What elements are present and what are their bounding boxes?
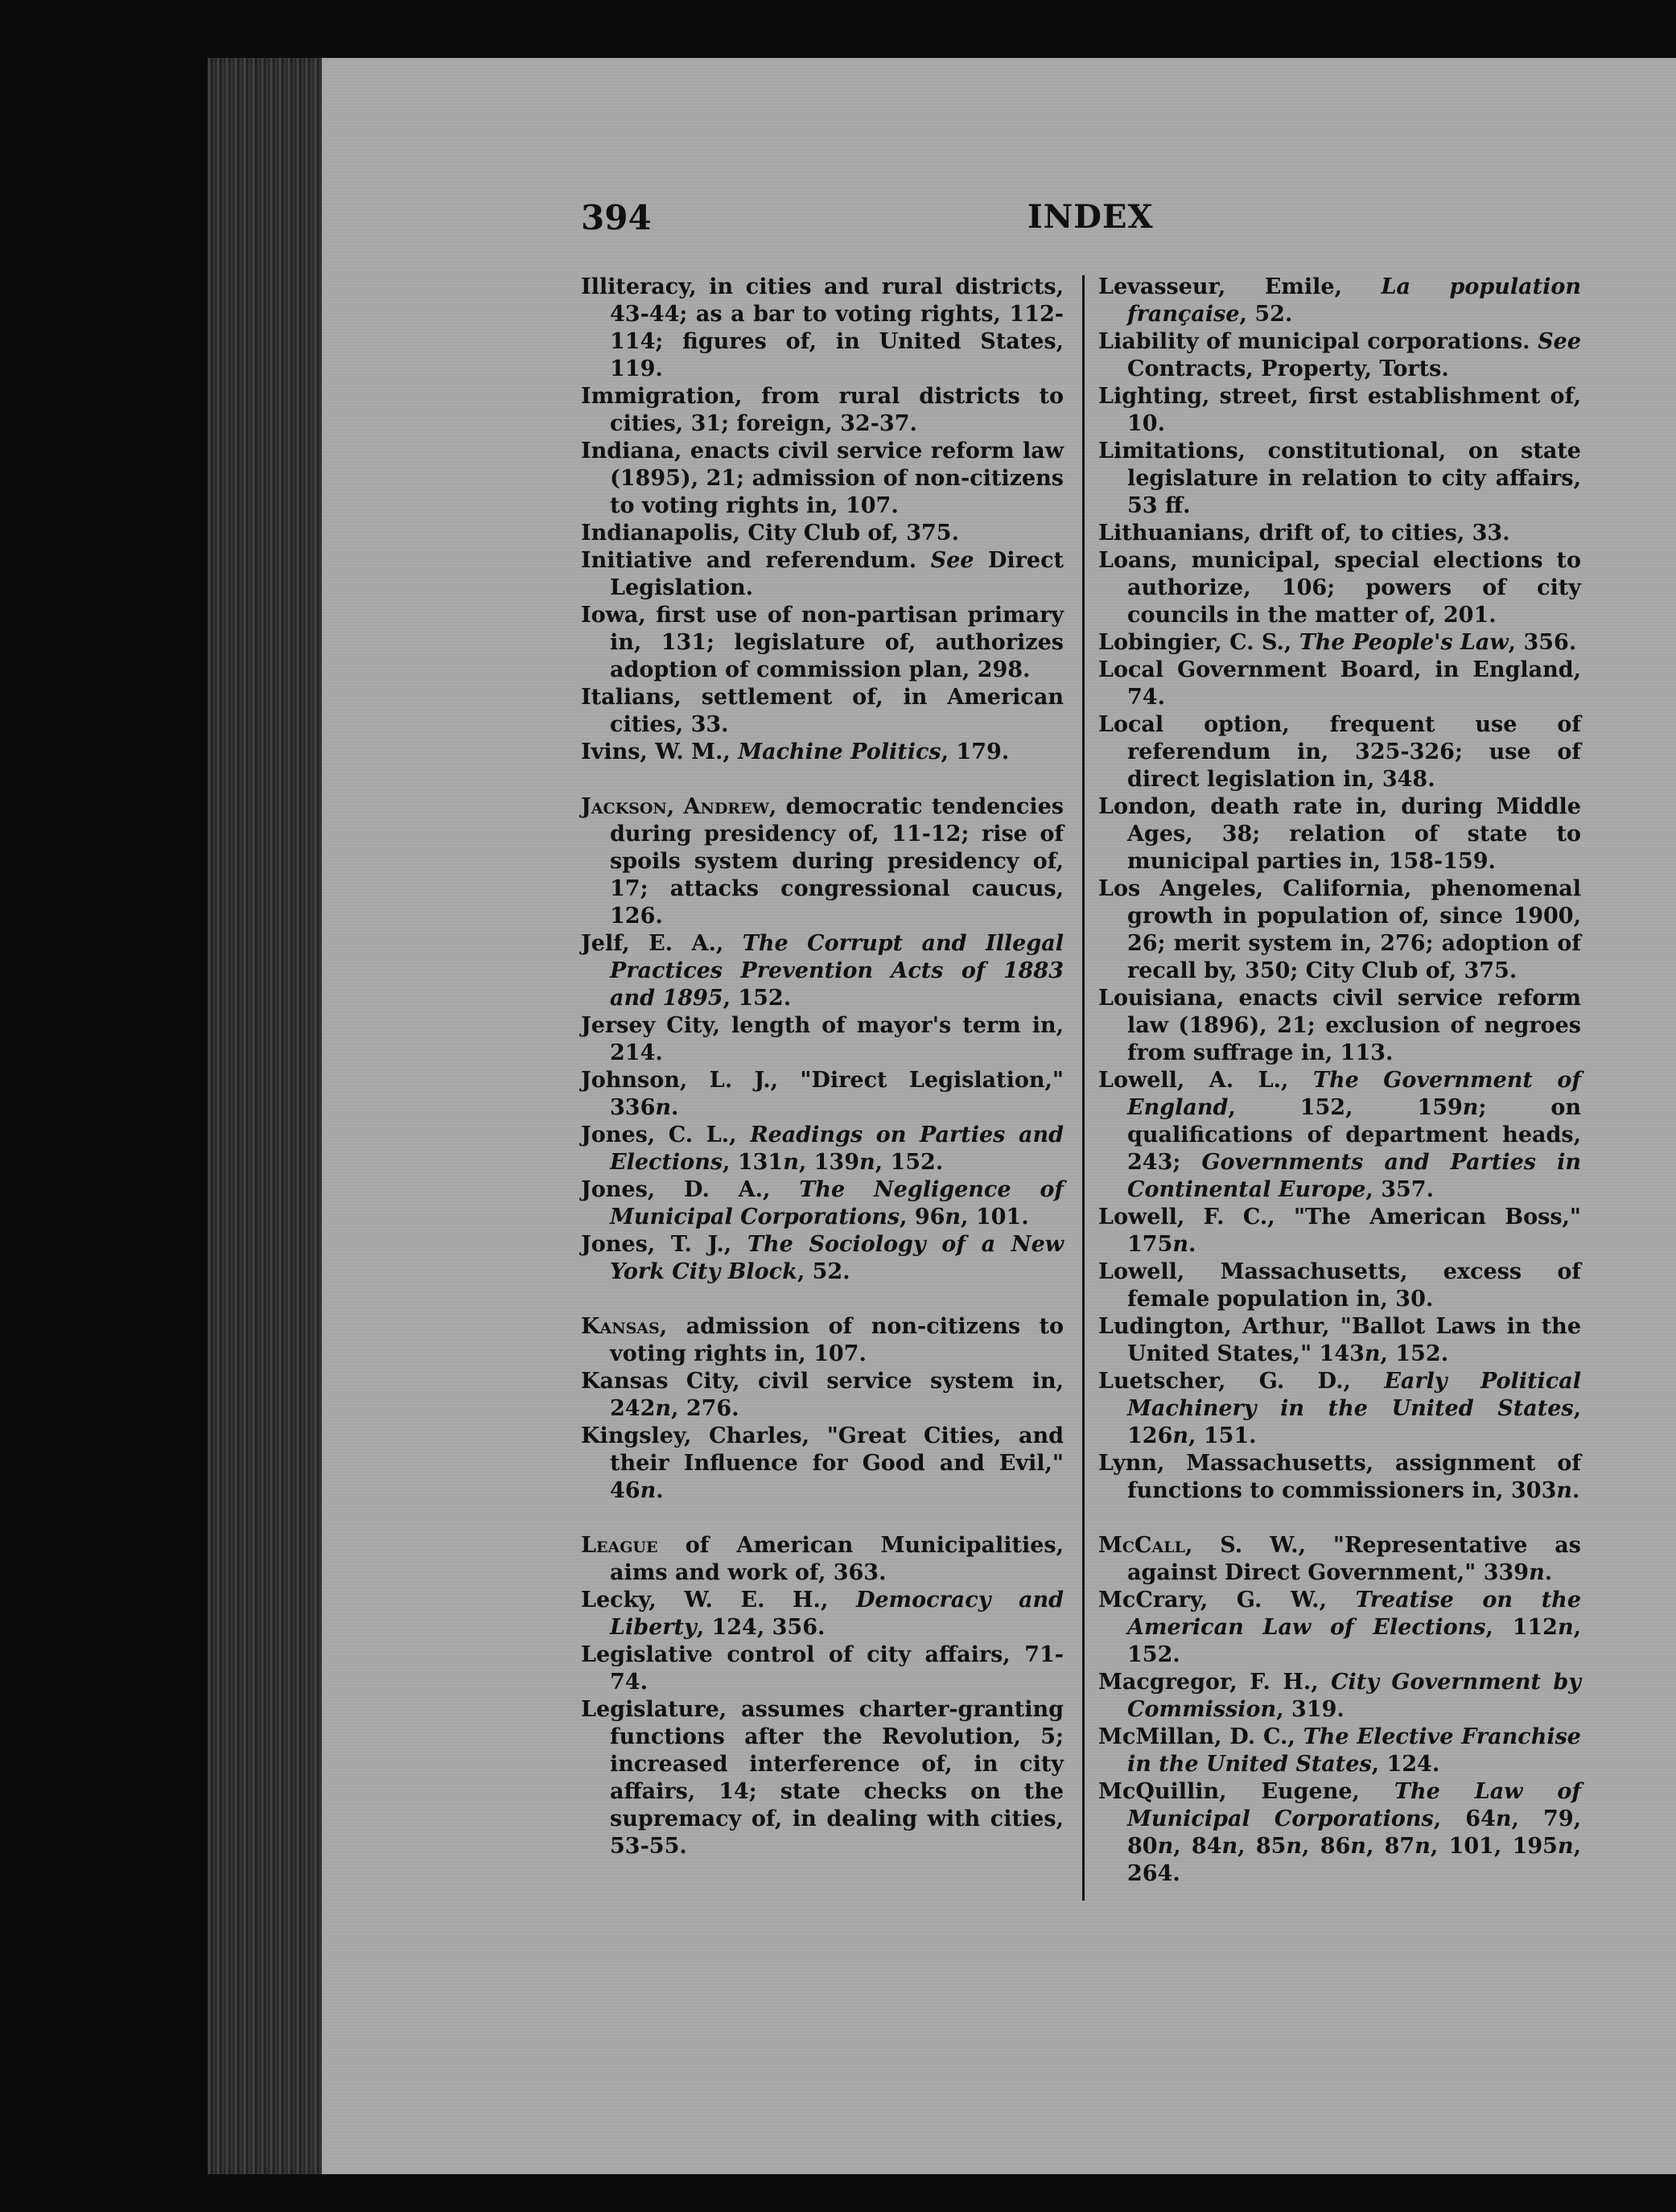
index-entry-text: , 131 xyxy=(723,1150,784,1175)
index-entry-text: , 151. xyxy=(1188,1423,1257,1448)
index-entry xyxy=(1098,438,1581,520)
index-entry xyxy=(581,274,1064,383)
index-entry-text: ; on qualifications of department heads, 243; xyxy=(1127,1095,1581,1175)
index-entry xyxy=(1098,629,1581,657)
index-entry-text: Kansas xyxy=(581,1314,660,1339)
index-entry-text: Ludington, Arthur, "Ballot Laws in the United States," 143 xyxy=(1098,1314,1581,1366)
index-entry-text: Kingsley, Charles, "Great Cities, and their Influence for Good and Evil," 46 xyxy=(581,1423,1064,1503)
index-entry-text: Readings on Parties and Elections xyxy=(610,1122,1064,1175)
index-entry-text: , 84 xyxy=(1173,1834,1222,1859)
index-entry xyxy=(1098,1724,1581,1778)
index-entry-text: Legislative control of city affairs, 71-74. xyxy=(581,1642,1064,1695)
index-entry xyxy=(581,1122,1064,1176)
index-entry-text: The Government of England xyxy=(1127,1068,1581,1120)
index-entry-text: Immigration, from rural districts to cities, 31; foreign, 32-37. xyxy=(581,384,1064,436)
index-entry xyxy=(1098,1067,1581,1204)
page-header xyxy=(581,198,1579,238)
running-head: INDEX xyxy=(1027,198,1154,236)
index-entry xyxy=(581,1313,1064,1368)
index-entry-text: n xyxy=(655,1396,672,1421)
index-entry-text: , 152, 159 xyxy=(1228,1095,1463,1120)
index-entry-text: See xyxy=(1538,329,1581,354)
index-entry xyxy=(581,1231,1064,1286)
index-entry-text: . xyxy=(671,1095,679,1120)
index-entry-text: The Elective Franchise in the United States xyxy=(1127,1724,1581,1777)
index-entry xyxy=(1098,383,1581,438)
index-entry xyxy=(1098,520,1581,547)
index-entry-text: Iowa, first use of non-partisan primary in, 131; legislature of, authorizes adoption of commission plan, 298. xyxy=(581,603,1064,682)
index-entry xyxy=(1098,657,1581,711)
index-entry-text: n xyxy=(1495,1806,1512,1831)
index-entry-text: Initiative and referendum. xyxy=(581,548,931,573)
book-spine xyxy=(208,58,328,2174)
index-entry-text: n xyxy=(1415,1834,1431,1859)
index-entry-text: Limitations, constitutional, on state legislature in relation to city affairs, 53 ff. xyxy=(1098,439,1581,518)
index-entry-text: Italians, settlement of, in American cities, 33. xyxy=(581,685,1064,737)
index-entry xyxy=(581,602,1064,684)
index-entry-text: , 357. xyxy=(1365,1177,1434,1202)
index-entry-text: London, death rate in, during Middle Ages, 38; relation of state to municipal parties in, 158-159. xyxy=(1098,794,1581,874)
index-entry-text: , 79, 80 xyxy=(1127,1806,1582,1859)
index-entry-text: n xyxy=(1557,1834,1574,1859)
index-entry-text: Los Angeles, California, phenomenal growth in population of, since 1900, 26; merit system in, 276; adoption of recall by, 350; City Club of, 375. xyxy=(1098,876,1581,983)
index-entry-text: , 356. xyxy=(1508,630,1577,655)
index-entry-text: McCall xyxy=(1098,1533,1185,1558)
index-entry xyxy=(581,1012,1064,1067)
index-entry-text: , 101. xyxy=(961,1205,1029,1230)
index-entry-text: . xyxy=(1572,1478,1580,1503)
index-entry-text: Lighting, street, first establishment of, 10. xyxy=(1098,384,1581,436)
index-entry-text: Lowell, Massachusetts, excess of female population in, 30. xyxy=(1098,1259,1581,1312)
index-entry-text: , 86 xyxy=(1302,1834,1351,1859)
index-entry-text: n xyxy=(640,1478,657,1503)
index-entry xyxy=(581,739,1064,766)
index-entry xyxy=(1098,1204,1581,1258)
index-entry-text: La population française xyxy=(1127,274,1581,327)
index-entry xyxy=(1098,274,1581,328)
index-entry-text: Illiteracy, in cities and rural districts, 43-44; as a bar to voting rights, 112-114; figures of, in United States, 119. xyxy=(581,274,1064,381)
index-entry-text: , 152. xyxy=(875,1150,944,1175)
index-entry xyxy=(581,793,1064,930)
index-entry-text: n xyxy=(1529,1560,1545,1585)
index-entry xyxy=(1098,1450,1581,1505)
index-entry-text: of American Municipalities, aims and work of, 363. xyxy=(610,1533,1064,1585)
index-entry-text: The Sociology of a New York City Block xyxy=(610,1232,1064,1284)
index-entry-text: McMillan, D. C., xyxy=(1098,1724,1303,1749)
index-entry-text: , 276. xyxy=(671,1396,739,1421)
index-entry-text: n xyxy=(1157,1834,1174,1859)
index-entry xyxy=(581,383,1064,438)
index-entry-text: Ivins, W. M., xyxy=(581,739,739,764)
index-entry-text: , 96 xyxy=(900,1205,945,1230)
index-entry xyxy=(581,1067,1064,1122)
index-entry xyxy=(1098,1778,1581,1888)
index-entry-text: McQuillin, Eugene, xyxy=(1098,1779,1394,1804)
index-entry-text: n xyxy=(1172,1232,1189,1257)
index-entry xyxy=(581,438,1064,520)
index-entry xyxy=(581,1176,1064,1231)
index-entry-text: Jackson, Andrew xyxy=(581,794,769,819)
index-entry-text: McCrary, G. W., xyxy=(1098,1588,1356,1613)
index-entry-text: , 152. xyxy=(1127,1615,1581,1667)
index-entry xyxy=(1098,1368,1581,1450)
index-entry-text: Indiana, enacts civil service reform law (1895), 21; admission of non-citizens to voting rights in, 107. xyxy=(581,439,1064,518)
index-entry-text: Governments and Parties in Continental Europe xyxy=(1127,1150,1581,1202)
index-entry-text: . xyxy=(656,1478,664,1503)
index-entry-text: The People's Law xyxy=(1299,630,1509,655)
index-entry-text: , 152. xyxy=(1380,1341,1449,1366)
index-entry-text: Early Political Machinery in the United States xyxy=(1127,1369,1581,1421)
index-entry-text: Jones, T. J., xyxy=(581,1232,747,1257)
index-entry-text: , 264. xyxy=(1127,1834,1581,1886)
index-entry-text: , 64 xyxy=(1433,1806,1496,1831)
index-entry-text: n xyxy=(1221,1834,1238,1859)
index-entry-text: Local Government Board, in England, 74. xyxy=(1098,657,1581,710)
index-entry-text: Treatise on the American Law of Elections xyxy=(1127,1588,1581,1640)
index-entry-text: , 152. xyxy=(723,986,792,1011)
index-entry xyxy=(581,684,1064,739)
index-entry-text: See xyxy=(930,548,974,573)
index-entry-text: Jones, D. A., xyxy=(581,1177,800,1202)
index-entry xyxy=(581,520,1064,547)
index-entry-text: Macgregor, F. H., xyxy=(1098,1670,1332,1695)
index-entry-text: Democracy and Liberty xyxy=(610,1588,1064,1640)
index-entry-text: , 319. xyxy=(1276,1697,1345,1722)
index-entry xyxy=(581,1696,1064,1860)
index-entry-text: Loans, municipal, special elections to authorize, 106; powers of city councils in the matter of, 201. xyxy=(1098,548,1581,628)
index-column-right xyxy=(1098,274,1581,1888)
index-entry-text: , 112 xyxy=(1485,1615,1558,1640)
index-entry xyxy=(1098,1313,1581,1368)
index-entry xyxy=(1098,1669,1581,1724)
index-entry-text: , 52. xyxy=(1239,302,1293,327)
index-entry-text: Legislature, assumes charter-granting functions after the Revolution, 5; increased interference of, in city affairs, 14; state checks on the supremacy of, in dealing with cities, 53-55. xyxy=(581,1697,1064,1859)
index-entry xyxy=(581,1368,1064,1423)
index-entry-text: , S. W., "Representative as against Direct Government," 339 xyxy=(1127,1533,1581,1585)
index-entry-text: Jones, C. L., xyxy=(581,1122,751,1147)
index-entry xyxy=(581,1641,1064,1696)
index-entry-text: City Government by Commission xyxy=(1127,1670,1581,1722)
index-entry-text: Jelf, E. A., xyxy=(581,931,743,956)
index-entry-text: Contracts, Property, Torts. xyxy=(1127,356,1449,381)
index-entry-text: n xyxy=(1557,1615,1574,1640)
index-entry xyxy=(1098,711,1581,793)
index-entry-text: n xyxy=(1462,1095,1479,1120)
index-entry-text: Luetscher, G. D., xyxy=(1098,1369,1385,1394)
index-entry-text: n xyxy=(655,1095,672,1120)
index-entry-text: The Corrupt and Illegal Practices Prevention Acts of 1883 and 1895 xyxy=(610,931,1064,1011)
index-entry xyxy=(581,1423,1064,1505)
index-entry-text: Johnson, L. J., "Direct Legislation," 336 xyxy=(581,1068,1064,1120)
index-entry-text: Machine Politics xyxy=(738,739,941,764)
index-entry-text: , 139 xyxy=(798,1150,860,1175)
index-entry-text: Lecky, W. E. H., xyxy=(581,1588,856,1613)
index-entry-text: , 179. xyxy=(941,739,1010,764)
index-entry-text: Indianapolis, City Club of, 375. xyxy=(581,521,959,546)
index-entry xyxy=(1098,875,1581,985)
index-entry-text: Liability of municipal corporations. xyxy=(1098,329,1538,354)
index-entry-text: The Negligence of Municipal Corporations xyxy=(610,1177,1064,1230)
index-entry-text: , 87 xyxy=(1365,1834,1415,1859)
index-entry-text: , admission of non-citizens to voting rights in, 107. xyxy=(610,1314,1064,1366)
index-entry-text: Lithuanians, drift of, to cities, 33. xyxy=(1098,521,1510,546)
index-entry-text: , 85 xyxy=(1237,1834,1287,1859)
index-entry-text: , 124. xyxy=(1371,1752,1440,1777)
index-entry-text: n xyxy=(1350,1834,1366,1859)
index-entry xyxy=(581,1587,1064,1641)
index-entry-text: , democratic tendencies during presidency of, 11-12; rise of spoils system during presidency of, 17; attacks congressional caucus, 126. xyxy=(610,794,1064,929)
index-entry-text: , 124, 356. xyxy=(696,1615,826,1640)
index-entry-text: Lowell, A. L., xyxy=(1098,1068,1313,1093)
index-entry-text: Louisiana, enacts civil service reform law (1896), 21; exclusion of negroes from suffrage in, 113. xyxy=(1098,986,1581,1065)
index-entry-text: Lobingier, C. S., xyxy=(1098,630,1299,655)
index-entry-text: , 52. xyxy=(797,1259,850,1284)
index-entry xyxy=(1098,793,1581,875)
index-entry-text: Lowell, F. C., "The American Boss," 175 xyxy=(1098,1205,1581,1257)
index-entry xyxy=(581,547,1064,602)
index-entry xyxy=(1098,985,1581,1067)
index-entry-text: n xyxy=(859,1150,875,1175)
index-entry-text: , 101, 195 xyxy=(1430,1834,1558,1859)
index-entry-text: n xyxy=(1286,1834,1303,1859)
index-entry-text: n xyxy=(1172,1423,1189,1448)
index-entry-text: League xyxy=(581,1533,658,1558)
index-entry xyxy=(581,1532,1064,1587)
index-column-left xyxy=(581,274,1064,1860)
index-entry-text: n xyxy=(1556,1478,1572,1503)
index-entry-text: Direct Legislation. xyxy=(610,548,1064,600)
index-entry-text: n xyxy=(1364,1341,1381,1366)
index-entry xyxy=(1098,1587,1581,1669)
index-entry xyxy=(1098,328,1581,383)
index-entry-text: n xyxy=(945,1205,962,1230)
index-entry-text: Kansas City, civil service system in, 242 xyxy=(581,1369,1064,1421)
index-entry-text: n xyxy=(783,1150,799,1175)
index-entry-text: , 126 xyxy=(1127,1396,1581,1448)
index-entry-text: . xyxy=(1544,1560,1553,1585)
index-entry-text: Lynn, Massachusetts, assignment of functions to commissioners in, 303 xyxy=(1098,1451,1581,1503)
index-entry xyxy=(1098,547,1581,629)
index-entry-text: . xyxy=(1188,1232,1196,1257)
index-entry xyxy=(1098,1258,1581,1313)
index-entry xyxy=(581,930,1064,1012)
column-divider xyxy=(1082,275,1085,1901)
index-entry-text: Local option, frequent use of referendum in, 325-326; use of direct legislation in, 348. xyxy=(1098,712,1581,792)
index-entry xyxy=(1098,1532,1581,1587)
page-number: 394 xyxy=(581,198,652,237)
index-entry-text: The Law of Municipal Corporations xyxy=(1127,1779,1582,1831)
index-entry-text: Levasseur, Emile, xyxy=(1098,274,1382,299)
index-entry-text: Jersey City, length of mayor's term in, 214. xyxy=(581,1013,1064,1065)
